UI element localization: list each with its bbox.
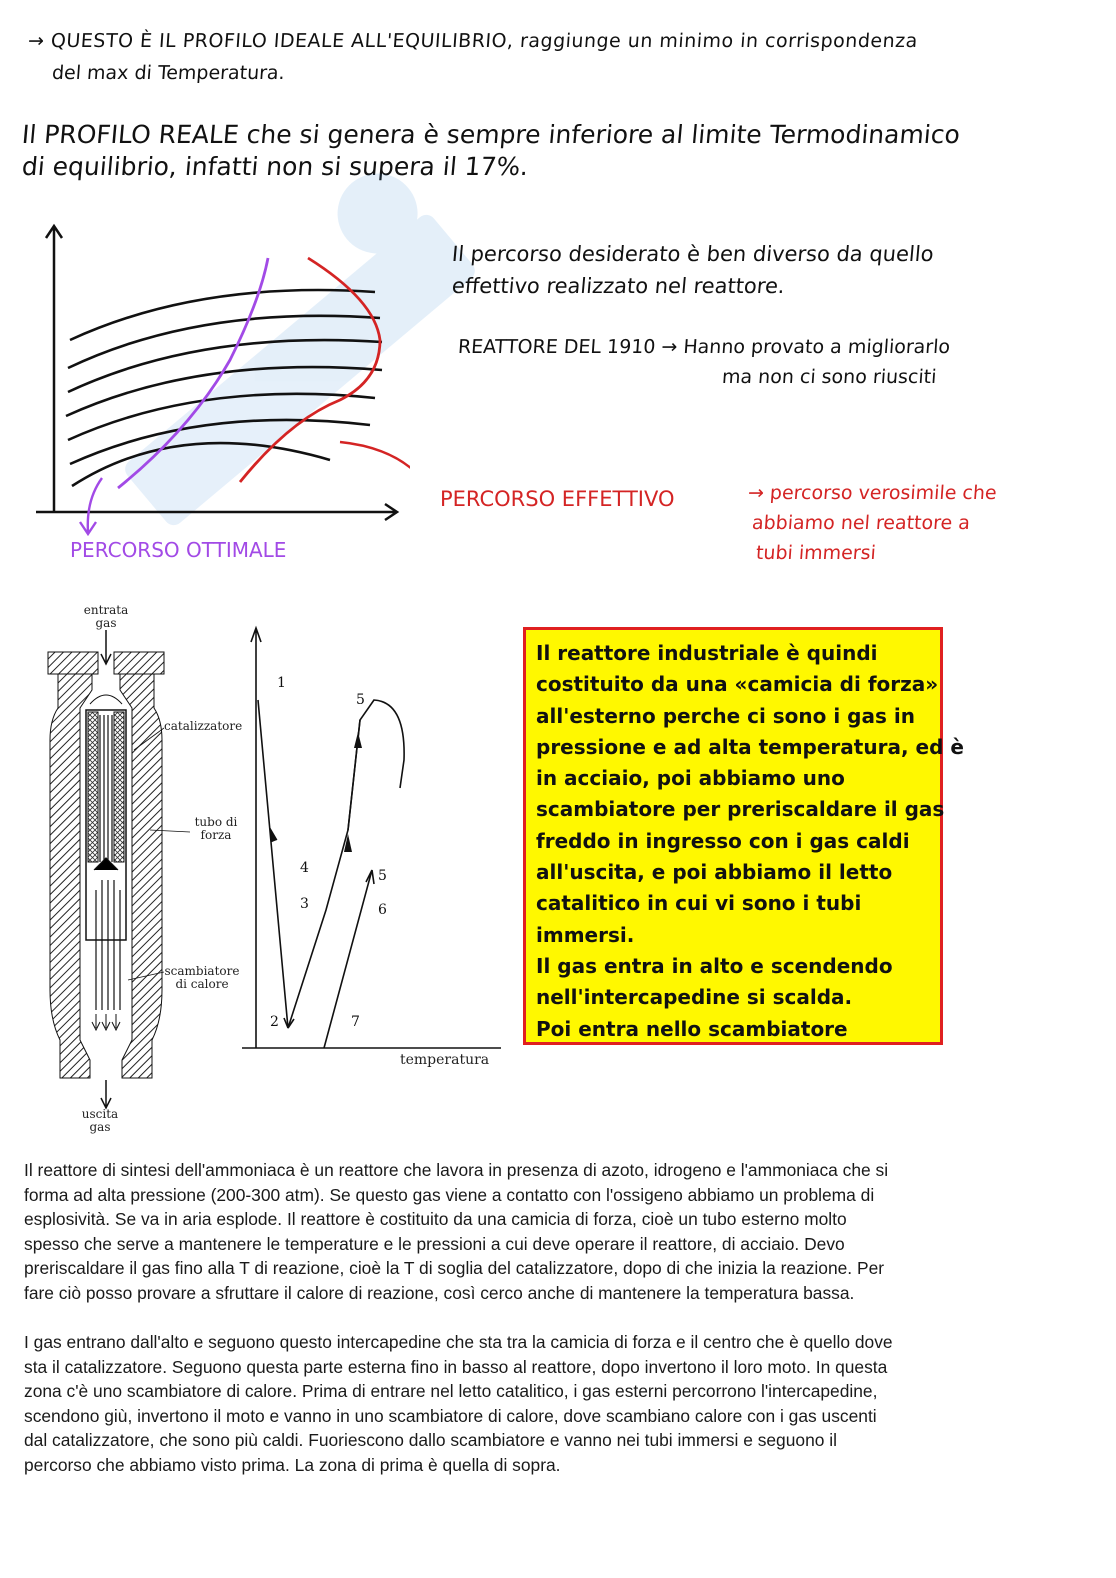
paragraph-line: sta il catalizzatore. Seguono questa parte esterna fino in basso al reattore, dopo invertono il loro moto. In questa (24, 1356, 888, 1377)
paragraph-line: forma ad alta pressione (200-300 atm). Se questo gas viene a contatto con l'ossigeno abbiamo un problema di (24, 1184, 875, 1205)
callout-line: pressione e ad alta temperatura, ed è (536, 734, 964, 759)
handwritten-line-3: Il PROFILO REALE che si genera è sempre inferiore al limite Termodinamico (20, 120, 962, 149)
path-label-4: 4 (300, 860, 309, 876)
paragraph-line: zona c'è uno scambiatore di calore. Prima di entrare nel letto catalitico, i gas esterni percorrono l'intercapedine, (24, 1381, 878, 1402)
path-label-6: 6 (378, 902, 387, 918)
paragraph-line: Il reattore di sintesi dell'ammoniaca è un reattore che lavora in presenza di azoto, idrogeno e l'ammoniaca che si (24, 1160, 889, 1180)
label-tubo-di-forza: tubo di forza (194, 815, 238, 842)
y-axis (46, 226, 62, 512)
callout-line: freddo in ingresso con i gas caldi (536, 828, 910, 853)
axis-label-temperatura: temperatura (400, 1052, 490, 1068)
paragraph-line: spesso che serve a mantenere le temperature e le pressioni a cui deve operare il reattore, di acciaio. Devo (24, 1233, 845, 1254)
callout-line: scambiatore per preriscaldare il gas (536, 797, 945, 822)
paragraph-2 (24, 1330, 893, 1478)
reactor-drawing (30, 600, 270, 1140)
label-entrata: entrata gas (83, 603, 129, 630)
callout-line: catalitico in cui vi sono i tubi (536, 891, 862, 916)
paragraph-line: preriscaldare il gas fino alla T di reazione, cioè la T di soglia del catalizzatore, dopo di che inizia la reazione. Per (24, 1258, 885, 1279)
label-scambiatore: scambiatore di calore (164, 964, 240, 991)
handwritten-line-4: di equilibrio, infatti non si supera il 17%. (20, 152, 530, 181)
handwritten-line-1: → QUESTO È IL PROFILO IDEALE ALL'EQUILIBRIO, raggiunge un minimo in corrispondenza (27, 30, 919, 52)
callout-line: costituito da una «camicia di forza» (536, 672, 939, 697)
callout-line: all'esterno perche ci sono i gas in (536, 703, 915, 728)
callout-line: Poi entra nello scambiatore (536, 1016, 848, 1041)
label-catalizzatore: catalizzatore (164, 719, 243, 733)
path-label-5-top: 5 (356, 692, 365, 708)
callout-line: immersi. (536, 922, 635, 947)
callout-line: all'uscita, e poi abbiamo il letto (536, 860, 893, 885)
callout-line: in acciaio, poi abbiamo uno (536, 766, 845, 791)
label-percorso-ottimale: PERCORSO OTTIMALE (70, 538, 287, 562)
path-label-1: 1 (277, 675, 286, 691)
callout-line: Il gas entra in alto e scendendo (536, 953, 893, 978)
paragraph-line: scendono giù, invertono il moto e vanno in uno scambiatore di calore, dove scambiano calore con i gas uscenti (24, 1405, 877, 1426)
path-label-2: 2 (270, 1014, 279, 1030)
yellow-callout-box (523, 627, 964, 1045)
effective-arrow (340, 442, 410, 490)
label-effettivo-desc-2: abbiamo nel reattore a (751, 512, 971, 534)
path-label-3: 3 (300, 896, 309, 912)
label-percorso-effettivo: PERCORSO EFFETTIVO (440, 487, 675, 511)
paragraph-line: I gas entrano dall'alto e seguono questo intercapedine che sta tra la camicia di forza e il centro che è quello dove (24, 1332, 893, 1352)
note-percorso-effettivo: effettivo realizzato nel reattore. (450, 274, 786, 298)
path-label-5: 5 (378, 868, 387, 884)
profile-diagram (30, 220, 410, 550)
equilibrium-curves (66, 290, 382, 486)
paragraph-line: esplosività. Se va in aria esplode. Il reattore è costituito da una camicia di forza, cioè un tubo esterno molto (24, 1209, 847, 1230)
paragraph-line: fare ciò posso provare a sfruttare il calore di reazione, così cerco anche di mantenere la temperatura bassa. (24, 1282, 855, 1303)
paragraph-line: dal catalizzatore, che sono più caldi. Fuoriescono dallo scambiatore e vanno nei tubi immersi e seguono il (24, 1430, 837, 1451)
callout-line: Il reattore industriale è quindi (536, 641, 878, 665)
optimal-arrow (80, 478, 102, 534)
callout-line: nell'intercapedine si scalda. (536, 985, 853, 1010)
note-non-riusciti: ma non ci sono riusciti (721, 366, 938, 388)
note-percorso-desiderato: Il percorso desiderato è ben diverso da quello (450, 242, 935, 266)
paragraph-1 (24, 1158, 888, 1306)
label-uscita: uscita gas (81, 1107, 119, 1134)
handwritten-line-2: del max di Temperatura. (51, 62, 286, 84)
label-effettivo-desc-3: tubi immersi (755, 542, 877, 564)
path-label-7: 7 (351, 1014, 360, 1030)
note-reattore-1910: REATTORE DEL 1910 → Hanno provato a migliorarlo (457, 336, 951, 358)
label-effettivo-desc-1: → percorso verosimile che (747, 482, 998, 504)
paragraph-line: percorso che abbiamo visto prima. La zona di prima è quella di sopra. (24, 1454, 561, 1475)
